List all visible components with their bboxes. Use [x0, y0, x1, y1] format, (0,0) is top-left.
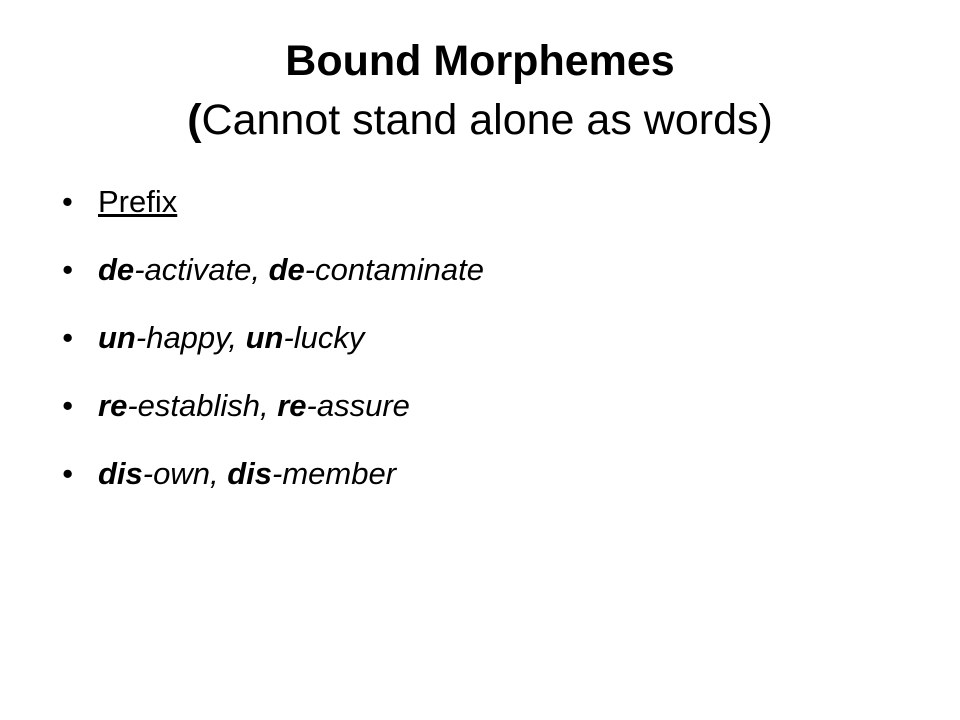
prefix: un: [98, 320, 136, 355]
bullet-icon: •: [62, 184, 73, 219]
slide-title: [0, 32, 960, 150]
root: -lucky: [283, 320, 365, 355]
title-subtitle-text: Cannot stand alone as words): [201, 96, 773, 144]
title-subtitle: [0, 91, 960, 150]
prefix: dis: [227, 456, 273, 491]
prefix: de: [98, 252, 135, 287]
title-main: Bound Morphemes: [285, 37, 675, 85]
prefix-heading: Prefix: [98, 184, 178, 219]
prefix: re: [98, 388, 128, 423]
list-item: [62, 246, 484, 314]
bullet-icon: •: [62, 456, 73, 491]
bullet-icon: •: [62, 320, 73, 355]
bullet-icon: •: [62, 388, 73, 423]
root: -contaminate: [304, 252, 484, 287]
prefix: re: [277, 388, 307, 423]
list-item: [62, 314, 484, 382]
root: -activate,: [134, 252, 269, 287]
prefix: de: [268, 252, 305, 287]
prefix: un: [245, 320, 284, 355]
root: -own,: [142, 456, 228, 491]
root: -happy,: [135, 320, 246, 355]
bullet-icon: •: [62, 252, 73, 287]
list-item: [62, 450, 484, 518]
bullet-list: [62, 178, 484, 518]
list-item: [62, 382, 484, 450]
root: -member: [272, 456, 397, 491]
root: -establish,: [127, 388, 278, 423]
list-item-heading: [62, 178, 484, 246]
title-open-paren: (: [187, 96, 202, 144]
prefix: dis: [98, 456, 143, 491]
root: -assure: [306, 388, 410, 423]
